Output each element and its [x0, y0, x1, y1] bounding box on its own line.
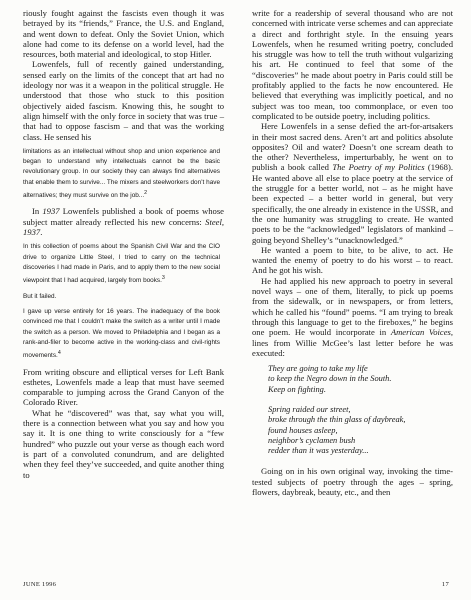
text-span: , lines from Willie McGee’s last letter before he was executed:	[252, 327, 454, 358]
left-column	[23, 8, 224, 480]
paragraph	[23, 206, 224, 237]
text-span: He had applied his new approach to poetry in several novel ways – one of them, literally, to pick up poems from the sidewalk, or in newspapers, or from letters, which he called his “found” poems. “I am trying to break through this language to get to the fireboxes,” he begins one poem. He would incorporate in	[252, 275, 453, 338]
text-span: .	[40, 227, 43, 238]
text-span: Here Lowenfels in a sense defied the art-for-artsakers in their most sacred dens. Aren’t art and politics absolute opposites? Oil and water? Doesn’t one scream death to the other? Nevertheless, imperturbably, he went on to publish a book called	[252, 121, 453, 173]
quote-text: I gave up verse entirely for 16 years. The inadequacy of the book convinced me that I couldn’t make the switch as a writer until I made the switch as a person. We moved to Philadelphia and I began as a rank-and-filer to become active in the working-class and civil-rights movements.	[23, 307, 220, 360]
poem-excerpt	[268, 364, 453, 456]
block-quote	[23, 307, 220, 362]
poem-line: Spring raided our street,	[268, 404, 351, 414]
block-quote	[23, 242, 220, 286]
text-span: Lowenfels published a book of poems whose subject matter already reflected his new concerns:	[23, 206, 224, 227]
poem-line: redder than it was yesterday...	[268, 446, 369, 456]
paragraph: From writing obscure and elliptical verses for Left Bank esthetes, Lowenfels made a leap that must have seemed comparable to jumping across the Grand Canyon of the Colorado River.	[23, 366, 224, 408]
paragraph: He wanted a poem to bite, to be alive, to act. He wanted the enemy of poetry to do his worst – to react. And he got his wish.	[252, 244, 453, 276]
footnote-marker: 2	[144, 190, 148, 197]
text-span: In	[32, 206, 43, 217]
paragraph: write for a readership of several thousand who are not concerned with intricate verse schemes and can appreciate a direct and forthright style. In the ensuing years Lowenfels, when he resumed writing poetry, concluded his struggle was how to tell the truth without vulgarizing his art. He continued to feel that some of the “discoveries” he made about poetry in Paris could still be profitably applied to the facts he now encountered. He believed that everything was implicitly poetical, and no subject was too mean, too commonplace, or even too complicated to be outside poetry, including politics.	[252, 8, 453, 121]
poem-line: found houses asleep,	[268, 425, 338, 435]
book-title: The Poetry of my Politics	[332, 162, 425, 173]
quote-text: limitations as an intellectual without shop and union experience and began to understand why intellectuals cannot be the basic revolutionary group. In our society they can always find alternatives that enable them to survive... The mixers and steelworkers don’t have alternatives; they must survive on the job...	[23, 147, 220, 200]
poem-line: to keep the Negro down in the South.	[268, 374, 392, 384]
poem-line: neighbor’s cyclamen bush	[268, 435, 356, 445]
issue-date: JUNE 1996	[23, 581, 57, 588]
paragraph: Lowenfels, full of recently gained understanding, sensed early on the limits of the concept that art had no ideology nor was it a weapon in the political struggle. He understood that those who stuck to this position objectively aided fascism. Knowing this, he sought to align himself with the only force in society that was true – that had to oppose fascism – and that was the working class. He sensed his	[23, 59, 224, 142]
book-title: American Voices	[390, 327, 451, 338]
text-span: 1937	[42, 206, 60, 217]
page-number: 17	[441, 581, 449, 588]
book-title: Steel, 1937	[23, 216, 224, 238]
footnote-marker: 3	[161, 275, 165, 282]
poem-line: broke through the thin glass of daybreak,	[268, 415, 406, 425]
poem-line: They are going to take my life	[268, 364, 368, 374]
paragraph	[252, 121, 453, 245]
paragraph: Going on in his own original way, invoking the time-tested subjects of poetry through the ages – spring, flowers, daybreak, beauty, etc., and then	[252, 466, 453, 498]
paragraph: riously fought against the fascists even though it was betrayed by its “friends,” France, the U.S. and England, and went down to defeat. Only the Soviet Union, which alone had come to its defense on a world level, had the resources, both material and ideological, to stop Hitler.	[23, 8, 224, 60]
quote-text: In this collection of poems about the Spanish Civil War and the CIO drive to organize Little Steel, I tried to carry on the technical discoveries I had made in Paris, and to apply them to the new social viewpoint that I had acquired, largely from books.	[23, 243, 220, 285]
paragraph: What he “discovered” was that, say what you will, there is a connection between what you say and how you say it. It is one thing to write consciously for a “few hundred” who puzzle out your verse as though each word is part of a convoluted conundrum, and are delighted when they feel they’ve succeeded, and quite another thing to	[23, 407, 224, 480]
paragraph	[252, 276, 453, 358]
right-column	[252, 8, 453, 497]
footnote-marker: 4	[57, 350, 61, 357]
text-span: (1968). He wanted above all else to place poetry at the service of the struggle for a better world, not – as he might have been expected – a better world in general, but very specifically, the one already in existence in the USSR, and the one humanity was struggling to create. He wanted poets to be the “acknowledged” legislators of mankind – going beyond Shelley’s “unacknowledged.”	[252, 162, 453, 245]
poem-stanza-2	[268, 405, 453, 456]
poem-line: Keep on fighting.	[268, 384, 326, 394]
block-quote: But it failed.	[23, 292, 57, 300]
block-quote	[23, 147, 220, 202]
poem-stanza-1	[268, 364, 453, 395]
